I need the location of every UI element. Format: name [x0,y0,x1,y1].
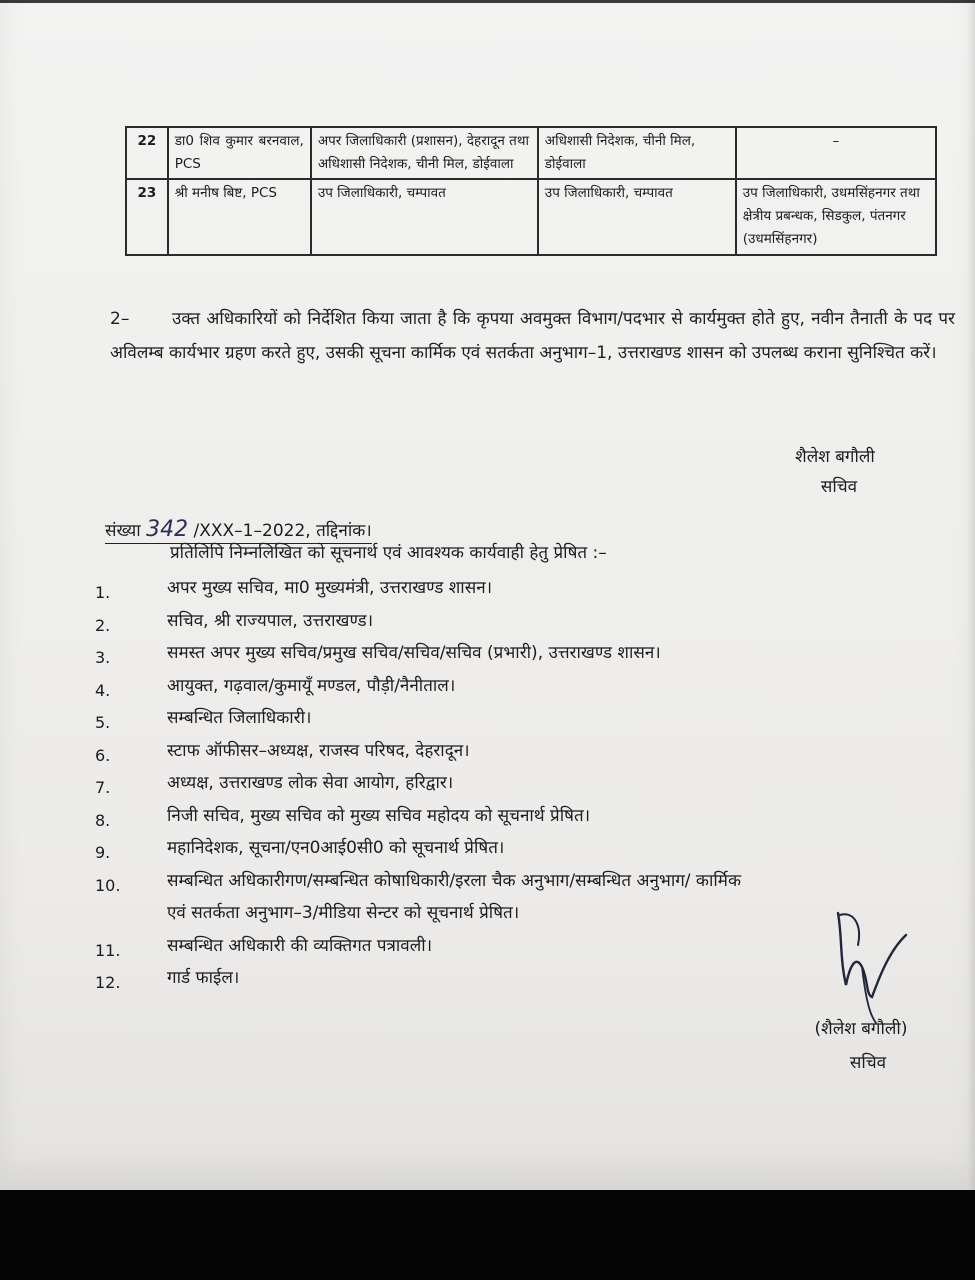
new-post [736,127,936,179]
list-item: 12. गार्ड फाईल। [95,968,240,992]
list-item: 8. निजी सचिव, मुख्य सचिव को मुख्य सचिव महोदय को सूचनार्थ प्रेषित। [95,805,591,830]
relieved-from: अधिशासी निदेशक, चीनी मिल, डोईवाला [538,127,736,179]
signatory-name: (शैलेश बगौली) [814,1019,908,1039]
list-item: 4. आयुक्त, गढ़वाल/कुमायूँ मण्डल, पौड़ी/नैनीताल। [95,675,456,700]
list-item-continuation: एवं सतर्कता अनुभाग–3/मीडिया सेन्टर को सूचनार्थ प्रेषित। [167,903,520,923]
signatory-name: शैलेश बगौली [795,447,875,467]
list-item: 9. महानिदेशक, सूचना/एन0आई0सी0 को सूचनार्थ प्रेषित। [95,838,505,862]
table-row [126,127,936,179]
signature-block-top [780,442,890,502]
list-item: 10. सम्बन्धित अधिकारीगण/सम्बन्धित कोषाधिकारी/इरला चैक अनुभाग/सम्बन्धित अनुभाग/ कार्मिक [95,870,742,895]
current-post: अपर जिलाधिकारी (प्रशासन), देहरादून तथा अधिशासी निदेशक, चीनी मिल, डोईवाला [311,127,538,179]
officer-name: श्री मनीष बिष्ट, PCS [168,179,311,255]
list-item: 5. सम्बन्धित जिलाधिकारी। [95,708,312,732]
new-post-dash: – [832,133,840,149]
list-item: 3. समस्त अपर मुख्य सचिव/प्रमुख सचिव/सचिव/सचिव (प्रभारी), उत्तराखण्ड शासन। [95,643,661,667]
copy-heading: प्रतिलिपि निम्नलिखित को सूचनार्थ एवं आवश्यक कार्यवाही हेतु प्रेषित :– [170,543,607,563]
table-row [126,179,936,255]
reference-prefix: संख्या [105,521,141,541]
scan-top-edge [0,0,975,3]
list-item: 6. स्टाफ ऑफीसर–अध्यक्ष, राजस्व परिषद, देहरादून। [95,740,470,765]
new-post: उप जिलाधिकारी, उधमसिंहनगर तथा क्षेत्रीय प्रबन्धक, सिडकुल, पंतनगर (उधमसिंहनगर) [736,179,936,255]
relieved-from: उप जिलाधिकारी, चम्पावत [538,179,736,255]
posting-table [125,126,937,256]
list-item: 7. अध्यक्ष, उत्तराखण्ड लोक सेवा आयोग, हरिद्वार। [95,773,454,797]
current-post: उप जिलाधिकारी, चम्पावत [311,179,538,255]
officer-name: डा0 शिव कुमार बरनवाल, PCS [168,127,311,179]
paragraph-number: 2– [110,309,130,329]
list-item: 11. सम्बन्धित अधिकारी की व्यक्तिगत पत्रावली। [95,935,433,960]
signatory-designation: सचिव [849,1053,887,1073]
instruction-paragraph [110,302,955,370]
list-item: 2. सचिव, श्री राज्यपाल, उत्तराखण्ड। [95,610,374,635]
list-item: 1. अपर मुख्य सचिव, मा0 मुख्यमंत्री, उत्तराखण्ड शासन। [95,578,493,602]
signature-block-bottom [796,1012,926,1080]
reference-suffix: /XXX–1–2022, तद्दिनांक। [193,521,372,541]
handwritten-number: 342 [146,517,189,542]
row-serial: 22 [126,127,168,179]
row-serial: 23 [126,179,168,255]
scan-edge-shadow [967,0,975,1190]
paragraph-text: उक्त अधिकारियों को निर्देशित किया जाता है कि कृपया अवमुक्त विभाग/पदभार से कार्यमुक्त होते हुए, नवीन तैनाती के पद पर अविलम्ब कार्यभार ग्रहण करते हुए, उसकी सूचना कार्मिक एवं सतर्कता अनुभाग–1, उत्तराखण्ड शासन को उपलब्ध कराना सुनिश्चित करें। [110,309,955,363]
signatory-designation: सचिव [820,477,858,497]
handwritten-signature [832,905,912,1025]
